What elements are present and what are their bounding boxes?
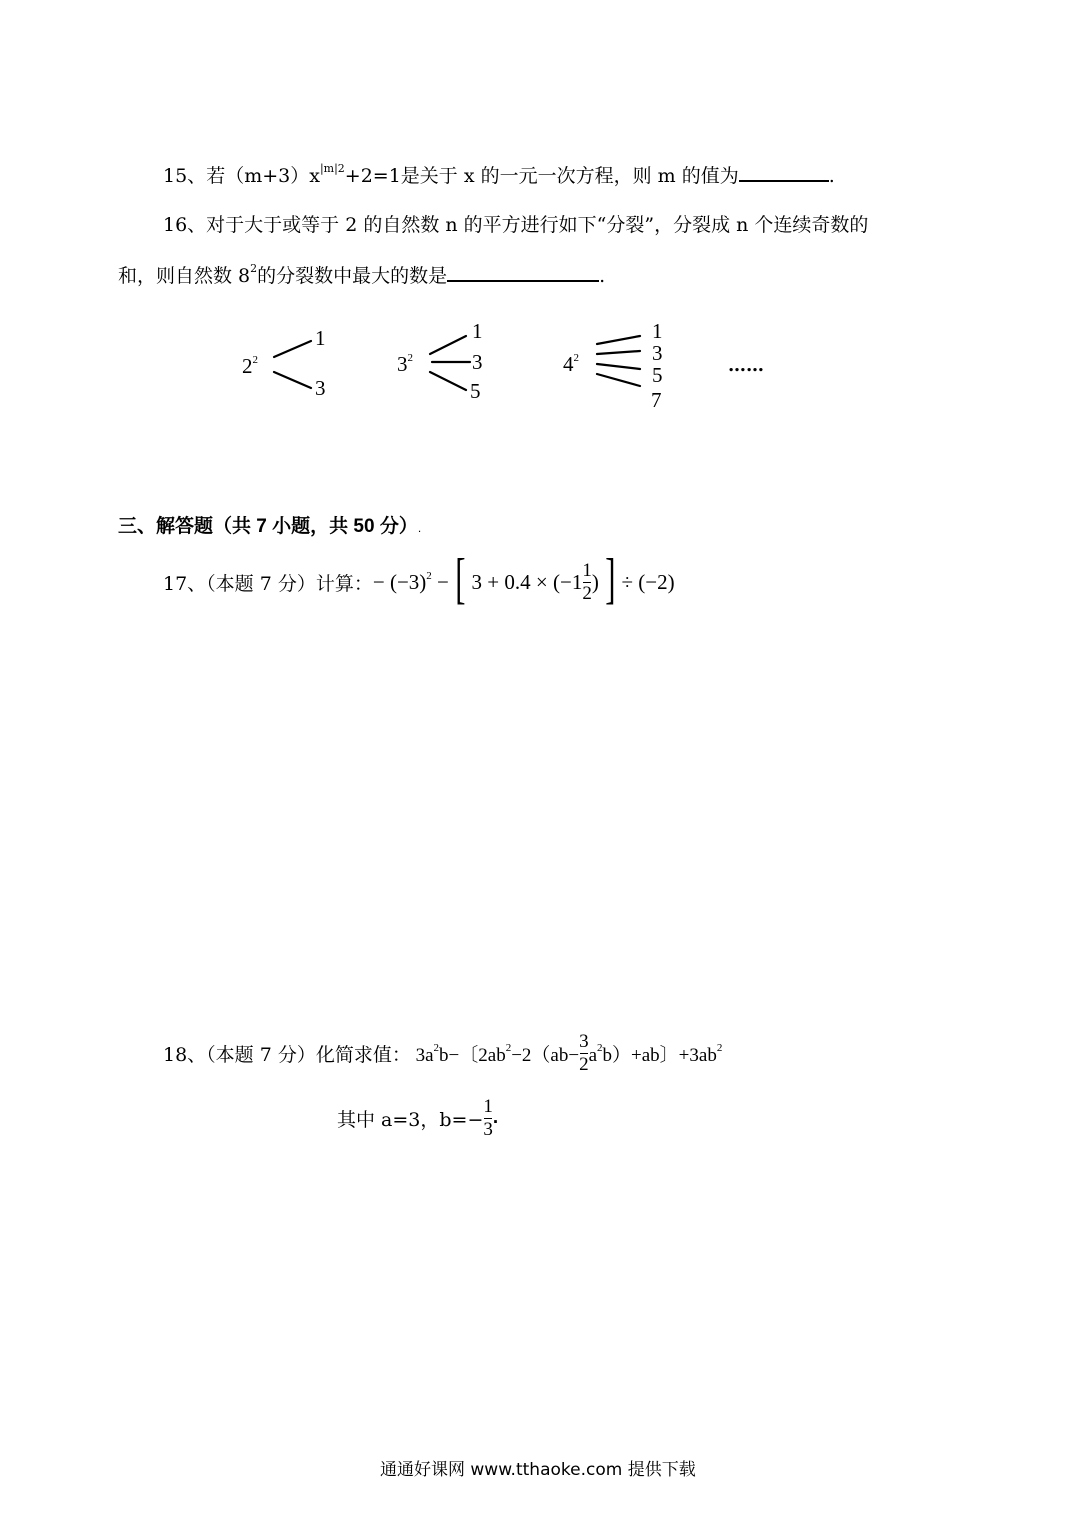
q16-text-a: 和，则自然数 8	[118, 265, 251, 287]
section-3-heading	[118, 511, 421, 538]
q16-sup: 2	[250, 262, 258, 275]
q17-right-bracket: ]	[605, 548, 616, 610]
tree-2-val-1: 1	[315, 326, 326, 350]
tree-2-val-2: 3	[315, 376, 326, 400]
q18-label: 18、（本题 7 分）化简求值：	[163, 1043, 411, 1066]
line-4-1	[597, 336, 640, 344]
split-diagram	[0, 310, 1087, 420]
tree-2-root: $2^2$	[242, 354, 258, 378]
q15-number: 15、	[163, 165, 207, 187]
q18-where-text: 其中 a=3，b=−	[337, 1108, 484, 1131]
line-2-1	[274, 341, 311, 357]
q15-exponent: |m|	[319, 162, 338, 175]
question-16-line-1: 16、对于大于或等于 2 的自然数 n 的平方进行如下“分裂”，分裂成 n 个连续奇数的	[163, 214, 869, 236]
ellipsis: ……	[728, 355, 764, 376]
q17-frac-num: 1	[582, 559, 592, 581]
question-18	[163, 1025, 722, 1081]
tree-4-val-3: 5	[652, 363, 663, 387]
q15-text-a: 若（m+3）x	[206, 165, 320, 187]
q17-expr-b: 3 + 0.4 × (−1	[471, 569, 583, 594]
q15-text-b: +2=1是关于 x 的一元一次方程，则 m 的值为	[344, 165, 739, 187]
q17-expr-a: − $(-3)^2$ −	[372, 569, 449, 594]
tree-4-val-4: 7	[651, 388, 662, 412]
q15-exponent-2: 2	[337, 162, 345, 175]
tree-4-val-2: 3	[652, 341, 663, 365]
q18-fraction	[579, 1031, 589, 1076]
tree-4-root: $4^2$	[563, 352, 579, 376]
q18-where-period: .	[492, 1107, 499, 1128]
split-lines	[0, 310, 1087, 420]
line-3-1	[430, 336, 466, 354]
page-footer: 通通好课网 www.tthaoke.com 提供下载	[380, 1460, 696, 1480]
q18-expr-a: $3a^2b-$〔$2ab^2-2(ab-$	[415, 1041, 580, 1066]
q18-frac-den: 2	[579, 1053, 589, 1075]
section-3-tail: .	[417, 521, 422, 535]
tree-3-val-2: 3	[472, 350, 483, 374]
q17-fraction	[582, 560, 592, 605]
q18-b-den: 3	[483, 1118, 493, 1140]
q18-b-num: 1	[483, 1095, 493, 1117]
line-4-2	[597, 351, 640, 354]
q17-label: 17、（本题 7 分）计算：	[163, 572, 373, 595]
line-3-3	[430, 372, 466, 390]
q17-frac-den: 2	[582, 582, 592, 604]
q16-period: .	[599, 265, 606, 287]
section-3-title: 三、解答题（共 7 小题，共 50 分）	[118, 516, 418, 537]
q17-expr-c: )	[591, 569, 599, 594]
tree-3-val-3: 5	[470, 379, 481, 403]
line-4-3	[597, 364, 640, 369]
q16-text-b: 的分裂数中最大的数是	[257, 265, 448, 287]
q15-answer-blank[interactable]	[739, 160, 829, 182]
q17-expr-d: ÷ (−2)	[621, 569, 675, 594]
q18-expr-b: $a^2b)+ab$〕$+3ab^2$	[588, 1041, 723, 1066]
q18-frac-num: 3	[579, 1030, 589, 1052]
question-18-condition	[337, 1090, 498, 1146]
tree-3-root: $3^2$	[397, 352, 413, 376]
line-2-2	[274, 372, 311, 388]
tree-4-val-1: 1	[652, 319, 663, 343]
q16-answer-blank[interactable]	[447, 260, 599, 282]
q17-left-bracket: [	[455, 548, 466, 610]
q15-period: .	[828, 165, 835, 187]
question-16-line-2	[118, 260, 605, 288]
line-4-4	[597, 374, 640, 386]
question-15	[163, 160, 835, 188]
question-17	[163, 548, 675, 612]
tree-3-val-1: 1	[472, 319, 483, 343]
q18-b-fraction	[483, 1096, 493, 1141]
